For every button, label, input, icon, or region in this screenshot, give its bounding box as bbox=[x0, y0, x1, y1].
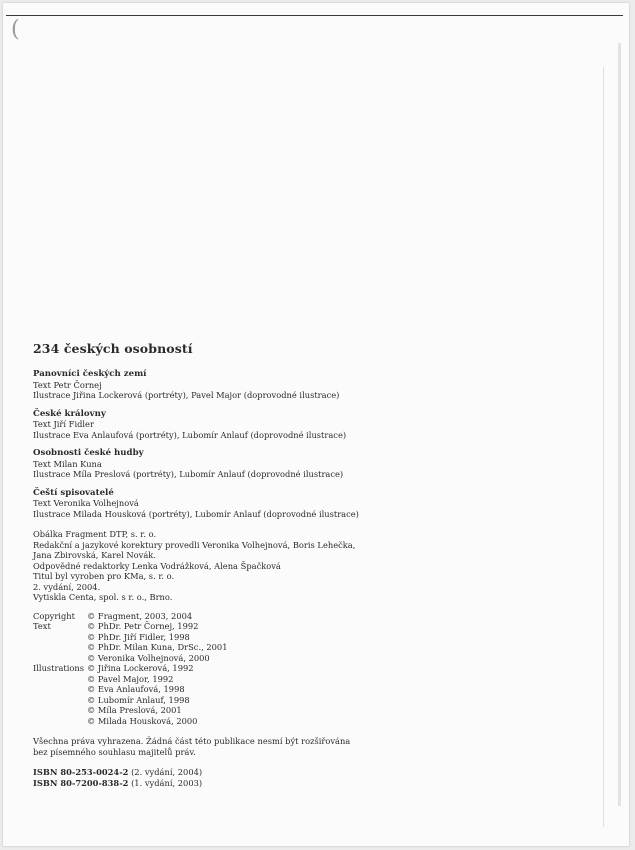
section bbox=[33, 409, 453, 441]
copyright-label bbox=[33, 674, 87, 685]
production-line: Jana Zbirovská, Karel Novák. bbox=[33, 550, 156, 560]
section-illustration-credit: Ilustrace Jiřina Lockerová (portréty), Pavel Major (doprovodné ilustrace) bbox=[33, 390, 340, 400]
copyright-label bbox=[33, 705, 87, 716]
production-line: Redakční a jazykové korektury provedli Veronika Volhejnová, Boris Lehečka, bbox=[33, 539, 356, 550]
production-line: Vytiskla Centa, spol. s r. o., Brno. bbox=[33, 592, 173, 602]
page-right-edge bbox=[618, 43, 621, 806]
section-text-credit: Text Milan Kuna bbox=[33, 458, 102, 469]
rights-notice bbox=[33, 736, 453, 757]
book-page bbox=[3, 3, 629, 846]
book-title: 234 českých osobností bbox=[33, 341, 193, 356]
section bbox=[33, 448, 453, 480]
page-top-edge bbox=[6, 15, 623, 16]
copyright-label: Copyright bbox=[33, 610, 75, 621]
section bbox=[33, 488, 453, 520]
rights-line: Všechna práva vyhrazena. Žádná část této publikace nesmí být rozšiřována bbox=[33, 736, 351, 746]
copyright-value: © Veronika Volhejnová, 2000 bbox=[87, 652, 210, 663]
imprint bbox=[33, 341, 453, 788]
section-text-credit: Text Veronika Volhejnová bbox=[33, 498, 139, 508]
section-heading: České královny bbox=[33, 408, 106, 419]
copyright-label bbox=[33, 716, 87, 727]
isbn-line bbox=[33, 767, 453, 778]
rights-line: bez písemného souhlasu majitelů práv. bbox=[33, 746, 196, 757]
section-illustration-credit: Ilustrace Eva Anlaufová (portréty), Lubomír Anlauf (doprovodné ilustrace) bbox=[33, 429, 347, 440]
copyright-label bbox=[33, 632, 87, 643]
copyright-value: © Milada Housková, 2000 bbox=[87, 715, 198, 726]
copyright-value: © Eva Anlaufová, 1998 bbox=[87, 684, 185, 694]
isbn-note: (1. vydání, 2003) bbox=[131, 777, 203, 788]
copyright-values bbox=[87, 611, 227, 727]
copyright-value: © Jiřina Lockerová, 1992 bbox=[87, 663, 194, 673]
production-line: Obálka Fragment DTP, s. r. o. bbox=[33, 529, 157, 539]
copyright-label bbox=[33, 653, 87, 664]
section-heading: Osobnosti české hudby bbox=[33, 448, 144, 458]
copyright-value: © PhDr. Milan Kuna, DrSc., 2001 bbox=[87, 642, 228, 652]
section-heading: Čeští spisovatelé bbox=[33, 487, 114, 498]
copyright-value: © PhDr. Jiří Fidler, 1998 bbox=[87, 631, 190, 642]
production-line: Odpovědné redaktorky Lenka Vodrážková, Alena Špačková bbox=[33, 560, 281, 571]
copyright-block bbox=[33, 611, 453, 727]
section bbox=[33, 369, 453, 401]
copyright-label bbox=[33, 642, 87, 653]
copyright-value: © Míla Preslová, 2001 bbox=[87, 705, 182, 715]
production-line: Titul byl vyroben pro KMa, s. r. o. bbox=[33, 571, 175, 581]
isbn-code: ISBN 80-7200-838-2 bbox=[33, 777, 129, 788]
pencil-mark-icon: ( bbox=[11, 17, 20, 42]
section-illustration-credit: Ilustrace Milada Housková (portréty), Lubomír Anlauf (doprovodné ilustrace) bbox=[33, 508, 359, 519]
copyright-label bbox=[33, 684, 87, 695]
section-text-credit: Text Jiří Fidler bbox=[33, 419, 94, 429]
copyright-label bbox=[33, 695, 87, 706]
isbn-block bbox=[33, 767, 453, 788]
copyright-labels bbox=[33, 611, 87, 727]
isbn-note: (2. vydání, 2004) bbox=[131, 767, 203, 777]
section-illustration-credit: Ilustrace Míla Preslová (portréty), Lubomír Anlauf (doprovodné ilustrace) bbox=[33, 469, 344, 479]
isbn-line bbox=[33, 778, 453, 789]
copyright-label: Illustrations bbox=[33, 663, 85, 673]
page-frame-line bbox=[603, 67, 604, 827]
copyright-label: Text bbox=[33, 621, 51, 631]
production-line: 2. vydání, 2004. bbox=[33, 581, 101, 592]
section-heading: Panovníci českých zemí bbox=[33, 369, 147, 379]
production-credits bbox=[33, 529, 453, 603]
copyright-value: © PhDr. Petr Čornej, 1992 bbox=[87, 621, 199, 631]
copyright-value: © Fragment, 2003, 2004 bbox=[87, 610, 193, 621]
section-text-credit: Text Petr Čornej bbox=[33, 379, 102, 390]
copyright-value: © Pavel Major, 1992 bbox=[87, 673, 174, 684]
isbn-code: ISBN 80-253-0024-2 bbox=[33, 767, 129, 777]
copyright-value: © Lubomír Anlauf, 1998 bbox=[87, 694, 190, 705]
